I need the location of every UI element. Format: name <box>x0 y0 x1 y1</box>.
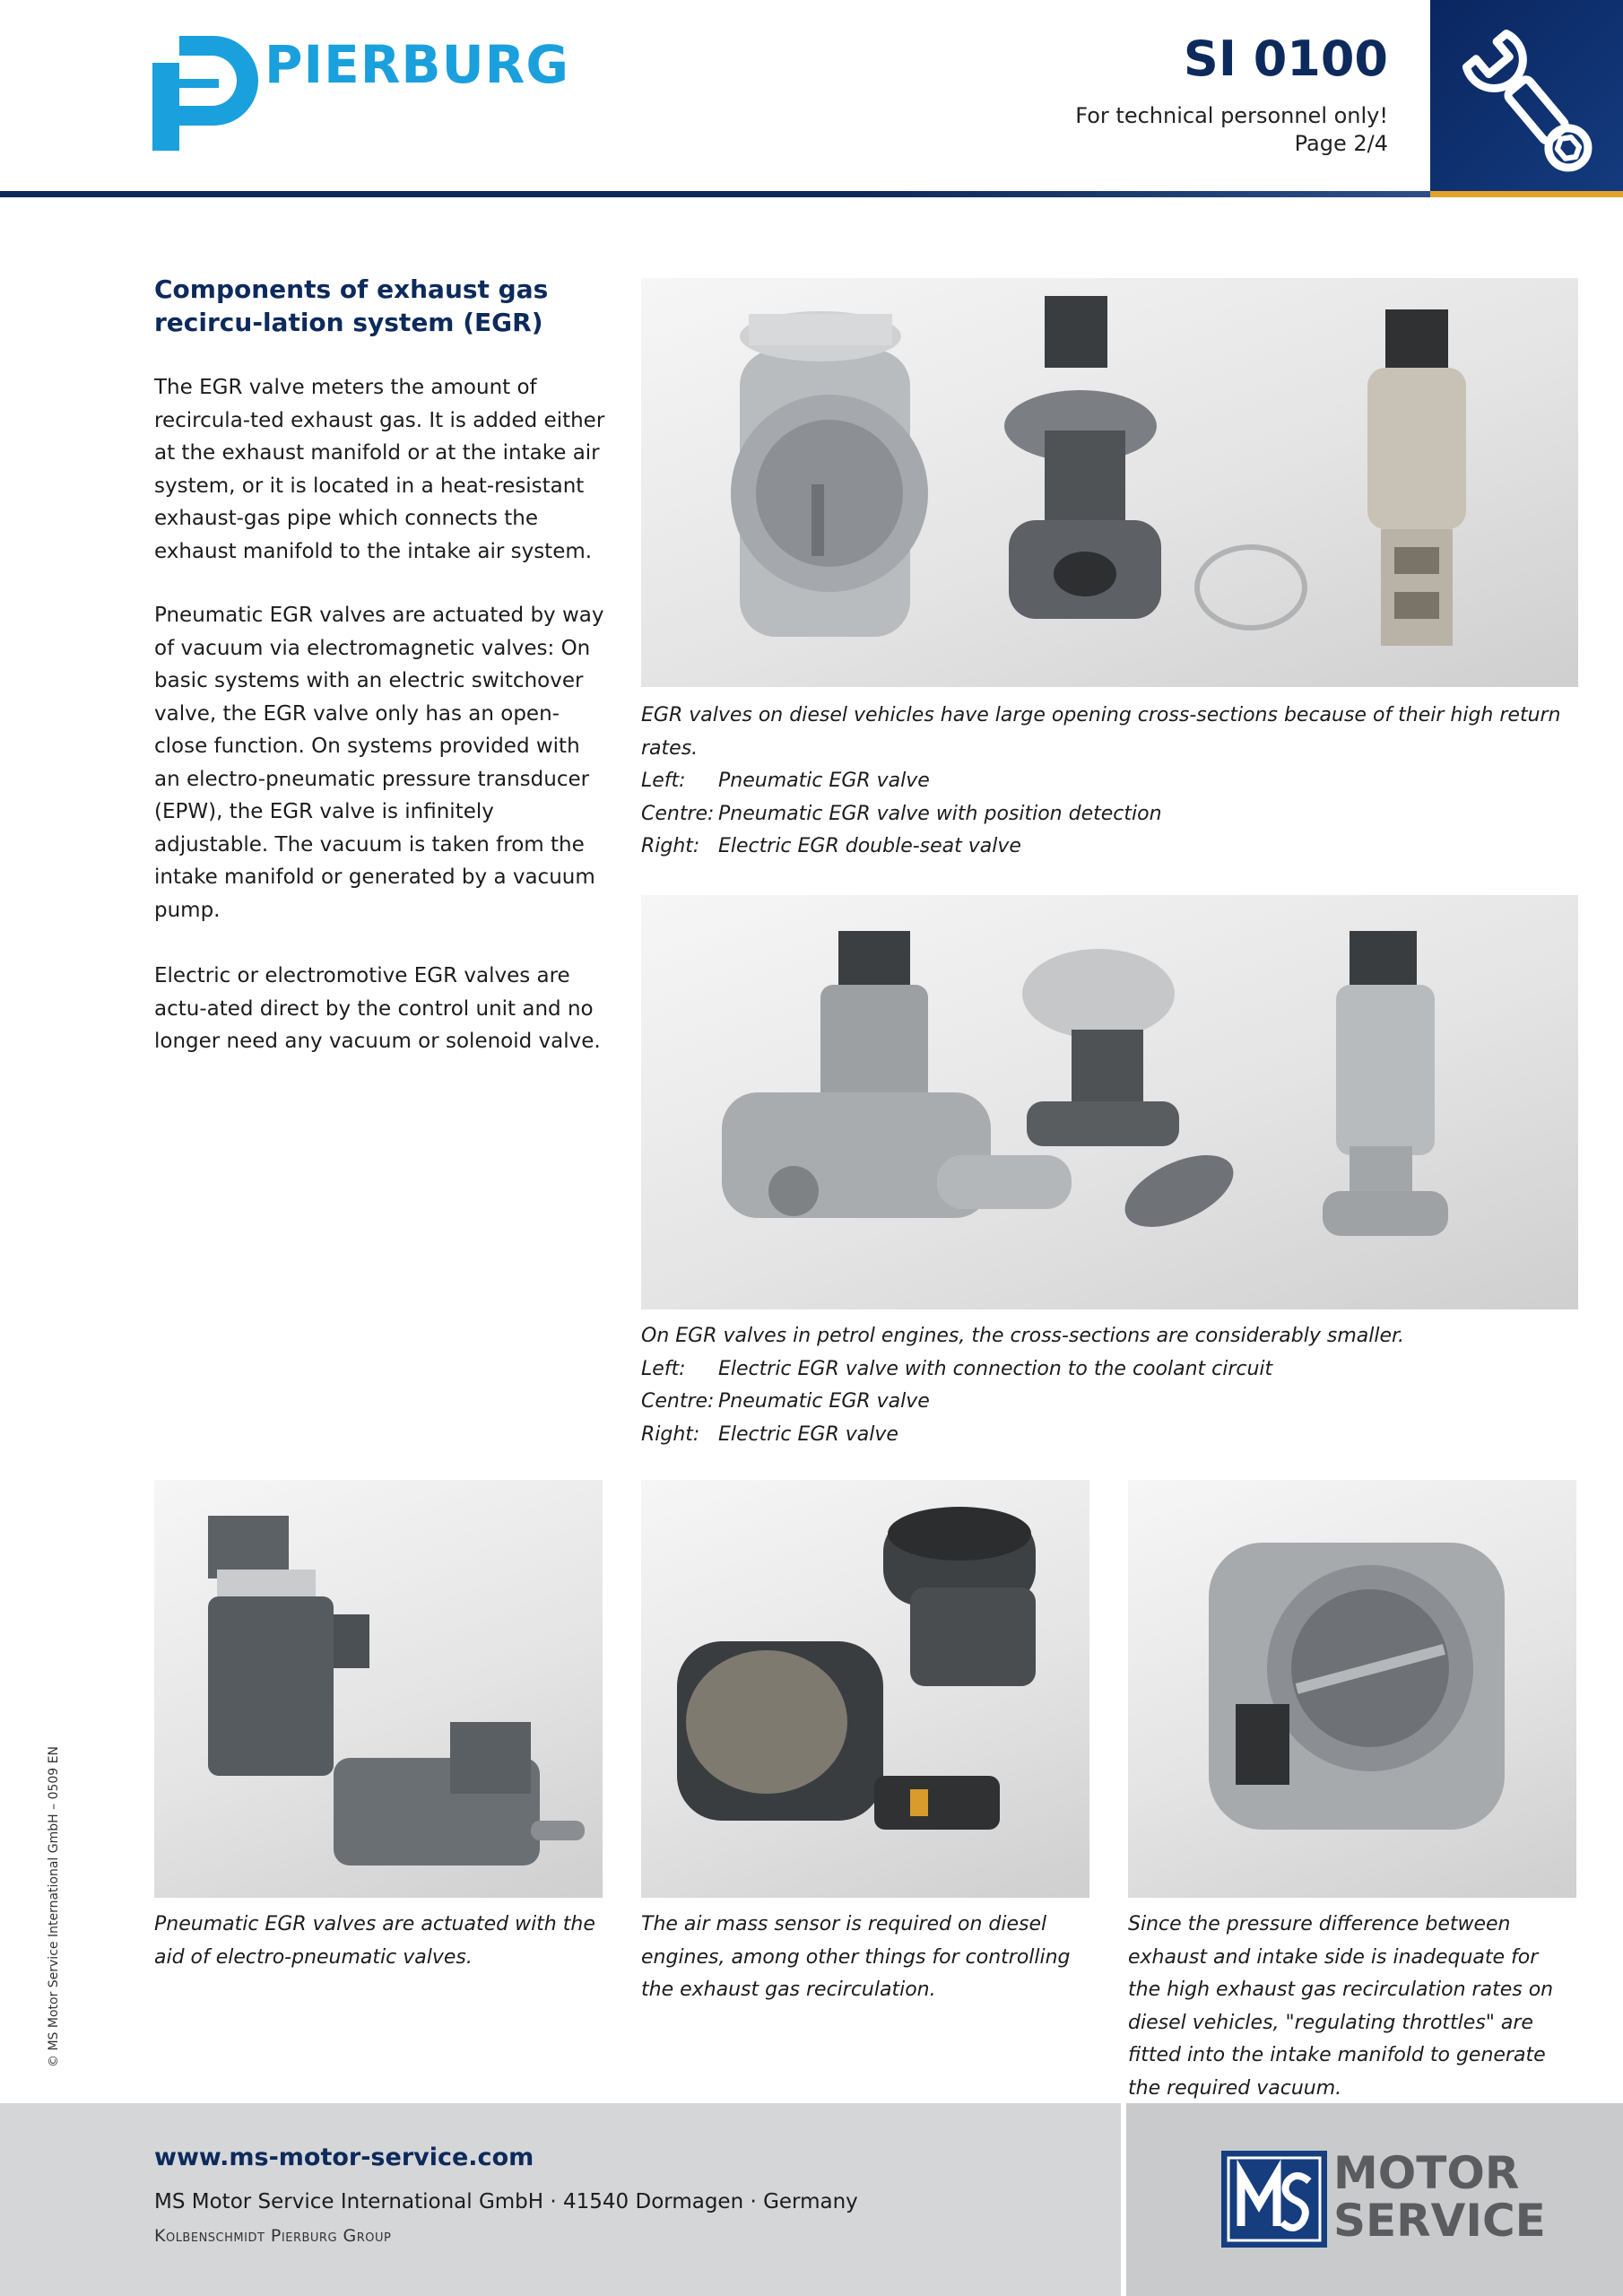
document-id: SI 0100 <box>1183 30 1388 87</box>
motor-service-logo-line2: SERVICE <box>1333 2195 1546 2247</box>
pierburg-logo-icon <box>152 36 258 151</box>
caption-label: Centre: <box>641 1390 715 1413</box>
brand-name: PIERBURG <box>265 34 569 95</box>
caption-label: Left: <box>641 770 686 792</box>
photo-regulating-throttle <box>1128 1480 1576 1898</box>
caption-diesel-egr <box>641 700 1578 864</box>
caption-row-centre <box>641 1386 1578 1419</box>
caption-petrol-egr <box>641 1320 1578 1451</box>
pneumatic-egr-valve-shape <box>1022 949 1179 1146</box>
header-rule <box>0 191 1430 197</box>
website-link[interactable]: www.ms-motor-service.com <box>154 2144 534 2171</box>
coolant-egr-valve-shape <box>722 931 1072 1218</box>
section-title: Components of exhaust gas recircu-lation system (EGR) <box>154 274 549 337</box>
paragraph-egr-valve: The EGR valve meters the amount of recircula-ted exhaust gas. It is added either at the exhaust manifold or at the intake air system, or it is located in a heat-resistant exhaust-gas pipe which connects the exhaust manifold to the intake air system. <box>154 376 605 563</box>
caption-text: Electric EGR valve <box>718 1422 898 1446</box>
header-rule-accent <box>1430 191 1623 197</box>
caption-text: Pneumatic EGR valve <box>718 770 930 792</box>
caption-label: Left: <box>641 1357 686 1380</box>
caption-row-right <box>641 831 1578 864</box>
egr-valve-position-detection-shape <box>1004 296 1161 619</box>
page-number: Page 2/4 <box>1294 131 1388 156</box>
photo-diesel-egr-valves <box>641 278 1578 687</box>
caption-electro-pneumatic: Pneumatic EGR valves are actuated with the aid of electro-pneumatic valves. <box>154 1913 595 1969</box>
caption-air-mass-sensor: The air mass sensor is required on diesel engines, among other things for controlling the exhaust gas recirculation. <box>641 1913 1071 2001</box>
paragraph-electric-valves: Electric or electromotive EGR valves are actu-ated direct by the control unit and no longer need any vacuum or solenoid valve. <box>154 964 601 1053</box>
audience-note: For technical personnel only! <box>1075 103 1388 128</box>
wrench-icon <box>1430 0 1623 196</box>
caption-row-left <box>641 1353 1578 1387</box>
caption-text: Pneumatic EGR valve <box>718 1390 930 1413</box>
paragraph-pneumatic-valves: Pneumatic EGR valves are actuated by way of vacuum via electromagnetic valves: On basic systems with an electric switchover valve, the EGR valve only has an open-close function. On systems provided with an electro-pneumatic pressure transducer (EPW), the EGR valve is infinitely adjustable. The vacuum is taken from the intake manifold or generated by a vacuum pump. <box>154 604 604 922</box>
pneumatic-egr-valve-shape <box>731 311 928 637</box>
caption-label: Centre: <box>641 802 715 825</box>
photo-petrol-egr-valves <box>641 895 1578 1309</box>
gasket-shape <box>1115 1141 1245 1242</box>
double-seat-valve-shape <box>1367 309 1466 646</box>
wrench-panel <box>1430 0 1623 196</box>
photo-air-mass-sensor <box>641 1480 1089 1898</box>
electric-egr-valve-shape <box>1323 931 1448 1236</box>
caption-label: Right: <box>641 1422 700 1446</box>
company-group: Kolbenschmidt Pierburg Group <box>154 2226 392 2246</box>
caption-text: Pneumatic EGR valve with position detection <box>718 802 1162 825</box>
caption-row-right <box>641 1419 1578 1452</box>
copyright-notice: © MS Motor Service International GmbH – 0509 EN <box>47 1746 61 2067</box>
company-address: MS Motor Service International GmbH · 41540 Dormagen · Germany <box>154 2190 858 2213</box>
caption-text: Electric EGR valve with connection to the coolant circuit <box>718 1357 1273 1380</box>
caption-regulating-throttle: Since the pressure difference between exhaust and intake side is inadequate for the high exhaust gas recirculation rates on diesel vehicles, "regulating throttles" are fitted into the intake manifold to generate the required vacuum. <box>1128 1913 1554 2100</box>
caption-intro: EGR valves on diesel vehicles have large opening cross-sections because of their high return rates. <box>641 704 1561 760</box>
caption-row-left <box>641 765 1578 798</box>
photo-electro-pneumatic-valves <box>154 1480 603 1898</box>
caption-intro: On EGR valves in petrol engines, the cross-sections are considerably smaller. <box>641 1325 1405 1347</box>
ms-logo-icon <box>1221 2151 1327 2248</box>
caption-label: Right: <box>641 835 700 857</box>
caption-row-centre <box>641 798 1578 831</box>
motor-service-logo-line1: MOTOR <box>1333 2147 1520 2199</box>
gasket-shape <box>1197 547 1305 628</box>
caption-text: Electric EGR double-seat valve <box>718 835 1021 857</box>
